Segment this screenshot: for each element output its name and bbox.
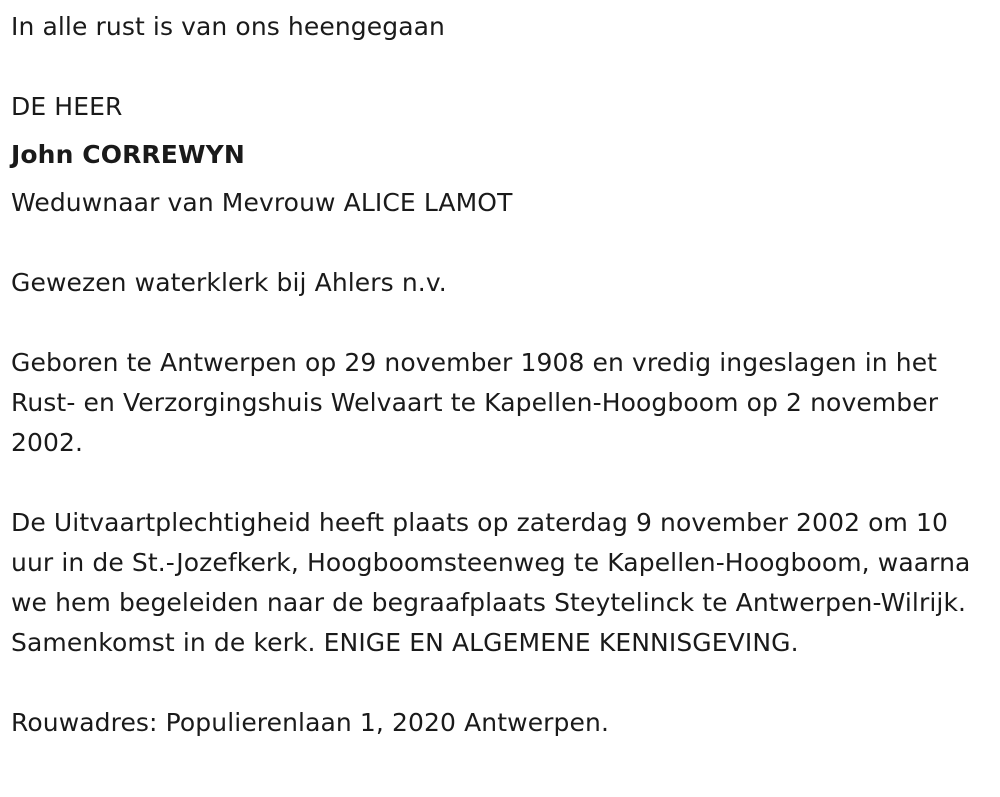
spacer [11,47,1000,87]
birth-death-paragraph: Geboren te Antwerpen op 29 november 1908 en vredig ingeslagen in het Rust- en Verzorgingshuis Welvaart te Kapellen-Hoogboom op 2 november 2002. [11,348,939,457]
occupation-text: Gewezen waterklerk bij Ahlers n.v. [11,268,447,297]
spacer [11,303,1000,343]
spacer [11,127,1000,135]
spacer [11,663,1000,703]
spacer [11,223,1000,263]
spacer [11,175,1000,183]
relation-text: Weduwnaar van Mevrouw ALICE LAMOT [11,188,513,217]
address-text: Rouwadres: Populierenlaan 1, 2020 Antwerpen. [11,708,609,737]
spacer [11,463,1000,503]
intro-text: In alle rust is van ons heengegaan [11,12,445,41]
funeral-paragraph: De Uitvaartplechtigheid heeft plaats op zaterdag 9 november 2002 om 10 uur in de St.-Jozefkerk, Hoogboomsteenweg te Kapellen-Hoogboom, waarna we hem begeleiden naar de begraafplaats Steytelinck te Antwerpen-Wilrijk. Samenkomst in de kerk. ENIGE EN ALGEMENE KENNISGEVING. [11,508,971,657]
deceased-name: John CORREWYN [11,140,245,169]
title-prefix: DE HEER [11,92,123,121]
